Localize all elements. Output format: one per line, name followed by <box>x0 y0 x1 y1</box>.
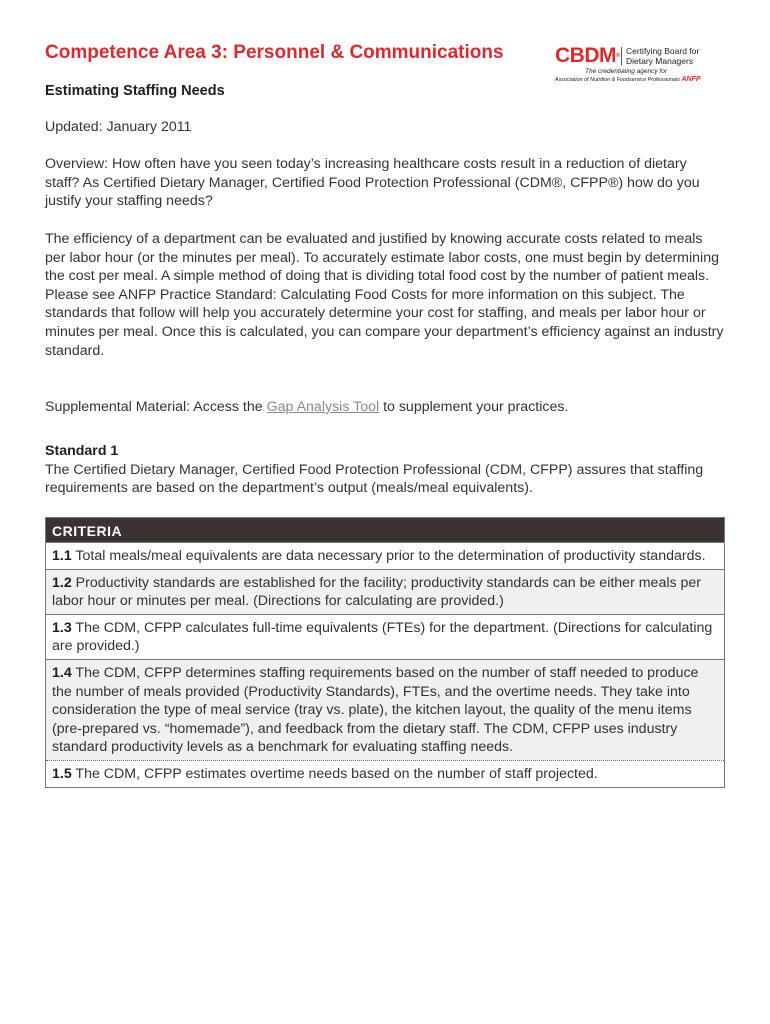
logo-association: Association of Nutrition & Foodservice Professionals ANFP <box>555 76 701 83</box>
criteria-row: 1.3 The CDM, CFPP calculates full-time equivalents (FTEs) for the department. (Directions for calculating are provided.) <box>46 614 724 659</box>
supplemental-paragraph: Supplemental Material: Access the Gap Analysis Tool to supplement your practices. <box>45 399 569 415</box>
page-header <box>45 0 725 86</box>
criteria-row: 1.4 The CDM, CFPP determines staffing requirements based on the number of staff needed to produce the number of meals provided (Productivity Standards), FTEs, and the overtime needs. They take into consideration the type of meal service (tray vs. plate), the kitchen layout, the quality of the menu items (pre-prepared vs. “homemade”), and feedback from the dietary staff. The CDM, CFPP uses industry standard productivity levels as a benchmark for evaluating staffing needs. <box>46 659 724 760</box>
criteria-row: 1.2 Productivity standards are established for the facility; productivity standards can be either meals per labor hour or minutes per meal. (Directions for calculating are provided.) <box>46 569 724 614</box>
standard-text: The Certified Dietary Manager, Certified Food Protection Professional (CDM, CFPP) assures that staffing requirements are based on the department’s output (meals/meal equivalents). <box>45 461 704 497</box>
logo-tagline: The credentialing agency for <box>585 68 668 75</box>
criteria-table <box>45 517 725 788</box>
criteria-row: 1.5 The CDM, CFPP estimates overtime needs based on the number of staff projected. <box>46 760 724 787</box>
gap-analysis-tool-link[interactable]: Gap Analysis Tool <box>266 399 380 415</box>
standard-1 <box>45 442 725 498</box>
criteria-header: CRITERIA <box>46 518 724 542</box>
updated-date: Updated: January 2011 <box>45 119 192 135</box>
page-title: Competence Area 3: Personnel & Communications <box>45 42 504 63</box>
criteria-row: 1.1 Total meals/meal equivalents are data necessary prior to the determination of productivity standards. <box>46 542 724 569</box>
section-subtitle: Estimating Staffing Needs <box>45 83 225 99</box>
overview-paragraph: Overview: How often have you seen today’s increasing healthcare costs result in a reduction of dietary staff? As Certified Dietary Manager, Certified Food Protection Professional (CDM®, CFPP®) how do you justify your staffing needs? <box>45 156 700 210</box>
logo-divider <box>621 47 622 65</box>
logo-mark: CBDM® <box>555 44 620 67</box>
standard-title: Standard 1 <box>45 443 119 459</box>
anfp-logo: ANFP <box>681 76 701 83</box>
efficiency-paragraph: The efficiency of a department can be evaluated and justified by knowing accurate costs related to meals per labor hour (or the minutes per meal). To accurately estimate labor costs, one must begin by determining the cost per meal. A simple method of doing that is dividing total food cost by the number of patient meals. Please see ANFP Practice Standard: Calculating Food Costs for more information on this subject. The standards that follow will help you accurately determine your cost for staffing, and meals per labor hour or minutes per meal. Once this is calculated, you can compare your department’s efficiency against an industry standard. <box>45 231 724 359</box>
cbdm-logo <box>555 44 727 84</box>
logo-board-name: Certifying Board for Dietary Managers <box>626 46 700 66</box>
document-page <box>45 0 725 782</box>
